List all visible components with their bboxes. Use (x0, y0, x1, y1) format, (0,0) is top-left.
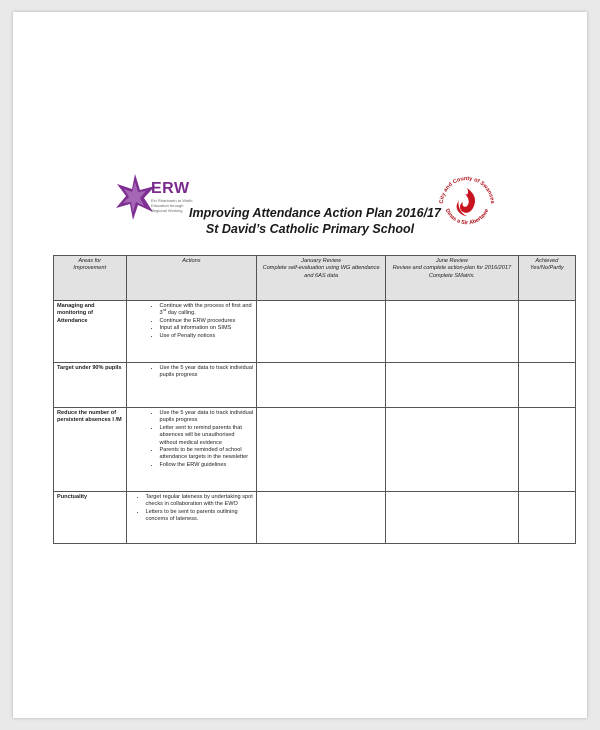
january-review-cell[interactable] (257, 363, 386, 408)
january-subtitle: Complete self-evaluation using WG attendance and 6AS data (262, 265, 380, 279)
header-areas-line: Areas for (78, 258, 102, 264)
january-title: January Review (301, 258, 342, 264)
action-item: • Use of Penalty notices (160, 333, 254, 340)
june-review-cell[interactable] (385, 363, 518, 408)
area-cell: Managing and monitoring of Attendance (54, 301, 127, 363)
area-cell: Reduce the number of persistent absences I /M (54, 408, 127, 492)
seal-text-top: City and County of Swansea (438, 175, 496, 204)
achieved-cell[interactable] (518, 301, 575, 363)
erw-sub-line: Education through (151, 203, 184, 208)
june-subtitle-2: Complete SMatrix. (428, 272, 475, 279)
action-item: • Continue with the process of first and 3rd day calling. (160, 303, 254, 318)
action-item: • Use the 5 year data to track individual pupils progress (160, 365, 254, 380)
school-name: St David’s Catholic Primary School (205, 222, 415, 236)
erw-sub-line: Ein Rhanbarth ar Waith (151, 198, 193, 203)
table-row (54, 363, 576, 408)
june-review-cell[interactable] (385, 492, 518, 544)
header-areas-line: Improvement (73, 265, 107, 272)
action-item: • Input all information on SIMS (160, 325, 254, 332)
actions-cell (126, 363, 257, 408)
header-areas (54, 256, 127, 301)
action-item: • Parents to be reminded of school attendance targets in the newsletter (160, 447, 254, 462)
erw-sub-line: Regional Working (151, 208, 183, 213)
table-row (54, 408, 576, 492)
table-row (54, 301, 576, 363)
achieved-label: Achieved Yes/No/Partly (529, 258, 564, 272)
header-june-review (385, 256, 518, 301)
action-plan-table (53, 255, 576, 544)
june-review-cell[interactable] (385, 301, 518, 363)
june-subtitle: Review and complete action-plan for 2016/2017 (392, 265, 512, 272)
seal-text-bottom: Dinas a Sir Abertawe (443, 207, 491, 227)
erw-logo-text: ERW (151, 180, 190, 197)
document-title: Improving Attendance Action Plan 2016/17 (189, 206, 441, 220)
action-item: • Continue the ERW procedures (160, 318, 254, 325)
action-item: • Target regular lateness by undertaking spot checks in collaboration with the EWO (146, 494, 254, 509)
achieved-cell[interactable] (518, 363, 575, 408)
january-review-cell[interactable] (257, 301, 386, 363)
action-item: • Use the 5 year data to track individual pupils progress (160, 410, 254, 425)
achieved-cell[interactable] (518, 408, 575, 492)
june-title: June Review (435, 258, 468, 264)
action-item: • Letters to be sent to parents outlining concerns of lateness. (146, 509, 254, 524)
header-actions-label: Actions (182, 258, 201, 264)
action-item: • Follow the ERW guidelines (160, 462, 254, 469)
achieved-cell[interactable] (518, 492, 575, 544)
action-item: • Letter sent to remind parents that absences will be unauthorised without medical evidence (160, 425, 254, 447)
actions-cell (126, 301, 257, 363)
header-actions (126, 256, 257, 301)
table-header-row (54, 256, 576, 301)
january-review-cell[interactable] (257, 492, 386, 544)
actions-cell (126, 492, 257, 544)
header-january-review (257, 256, 386, 301)
june-review-cell[interactable] (385, 408, 518, 492)
header-achieved (518, 256, 575, 301)
document-page (13, 12, 587, 718)
table-row (54, 492, 576, 544)
january-review-cell[interactable] (257, 408, 386, 492)
area-cell: Target under 90% pupils (54, 363, 127, 408)
area-cell: Punctuality (54, 492, 127, 544)
svg-text:City and County of Swansea (439, 176, 495, 205)
actions-cell (126, 408, 257, 492)
